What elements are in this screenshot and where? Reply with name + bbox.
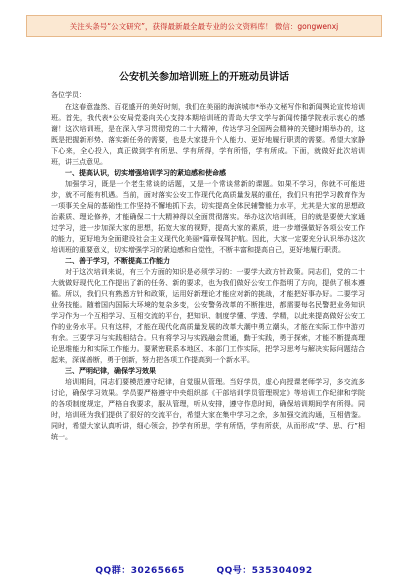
paragraph-intro: 在这春意盎然、百花盛开的美好时刻，我们在美丽的海滨城市*举办文秘写作和新闻舆论宣传培训班。首先，我代表*公安局党委向关心支持本期培训班的青岛大学文学与新闻传播学院表示衷心的感谢！这次培训班，是在深入学习贯彻党的二十大精神，传达学习全国两会精神的关键时期举办的，这既是把握新形势、落实新任务的需要，也是大家提升个人能力、更好地履行职责的需要。希望大家静下心来，全心投入，真正做到学有所思、学有所得，学有所悟，学有所成。下面，就做好此次培训班，讲三点意见。 [51,103,365,166]
footer-qq-number: QQ号：535304092 [216,566,313,576]
document-title: 公安机关参加培训班上的开班动员讲话 [119,72,289,83]
section-heading-3: 三、严明纪律，确保学习效果 [65,367,156,375]
promo-banner [26,15,382,37]
section-heading-1: 一、提高认识，切实增强培训学习的紧迫感和使命感 [65,169,226,177]
greeting: 各位学员： [51,91,86,99]
promo-banner-text: 关注头条号“公文研究”，获得最新最全最专业的公文资料库！ 微信：gongwenxj [69,21,339,31]
document-body [51,90,365,443]
paragraph-section-3: 培训期间，同志们要模范遵守纪律，自觉服从管理。当好学员，虚心向授课老师学习，多交流多讨论，确保学习效果。学员要严格遵守中央组织部《干部培训学员管理规定》等培训工作纪律和学院的各项制度规定，严格自我要求，服从管理，听从安排，遵守作息时间，确保培训期间学有所得。同时，培训班为我们提供了很好的交流平台，希望大家在集中学习之余，多加强交流沟通，互相借鉴。同时，希望大家认真听讲，细心领会，抄学有所思，学有所悟，学有所获，从而形成“学、思、行”相统一。 [51,378,365,441]
section-heading-2: 二、善于学习，不断提高工作能力 [65,257,170,265]
paragraph-section-1: 加强学习，既是一个老生常谈的话题，又是一个常谈常新的课题。如果不学习，你就不可能进步，就不可能有机遇。当前，面对落实公安工作现代化高质量发展的重任，我们只有把学习教育作为一项事关全局的基础性工作坚持不懈地抓下去，切实提高全体民辅警能力水平，尤其是大家的思想政治素质、理论修养，才能确保二十大精神得以全面贯彻落实。举办这次培训班，目的就是要使大家通过学习，进一步加深大家的思想，拓宽大家的视野，提高大家的素质，进一步增强做好各项公安工作的能力，更好地为全面建设社会主义现代化美丽*篇章保驾护航。因此，大家一定要充分认识举办这次培训班的重要意义，切实增强学习的紧迫感和自觉性，不断丰富和提高自己，更好地履行职责。 [51,180,365,254]
footer-contact [0,563,408,576]
footer-qq-group: QQ群：30265665 [95,566,185,576]
paragraph-section-2: 对于这次培训来说，有三个方面的知识是必须学习的：一要学大政方针政策。同志们，党的二十大就做好现代化工作提出了新的任务、新的要求，也为我们做好公安工作指明了方向，提供了根本遵循。所以，我们只有熟悉方针和政策，运用好新理论才能应对新的挑战，才能把好事办好。二要学习业务技能。随着国内国际大环境的复杂多变，公安警务改革的不断推进，都需要每名民警把业务知识学习作为一个互相学习、互相交流的平台，把知识、制度学懂、学透、学精，以此来提高做好公安工作的业务水平。只有这样，才能在现代化高质量发展的改革大潮中勇立潮头，才能在实际工作中游刃有余。三要学习与实践相结合。只有将学习与实践融会贯通，勤于实践，勇于探索，才能不断提高理论思维能力和实际工作能力。要紧密联系本地区、本部门工作实际，把学习思考与解决实际问题结合起来，深谋善断，勇于创新，努力把各项工作提高到一个新水平。 [51,268,365,364]
